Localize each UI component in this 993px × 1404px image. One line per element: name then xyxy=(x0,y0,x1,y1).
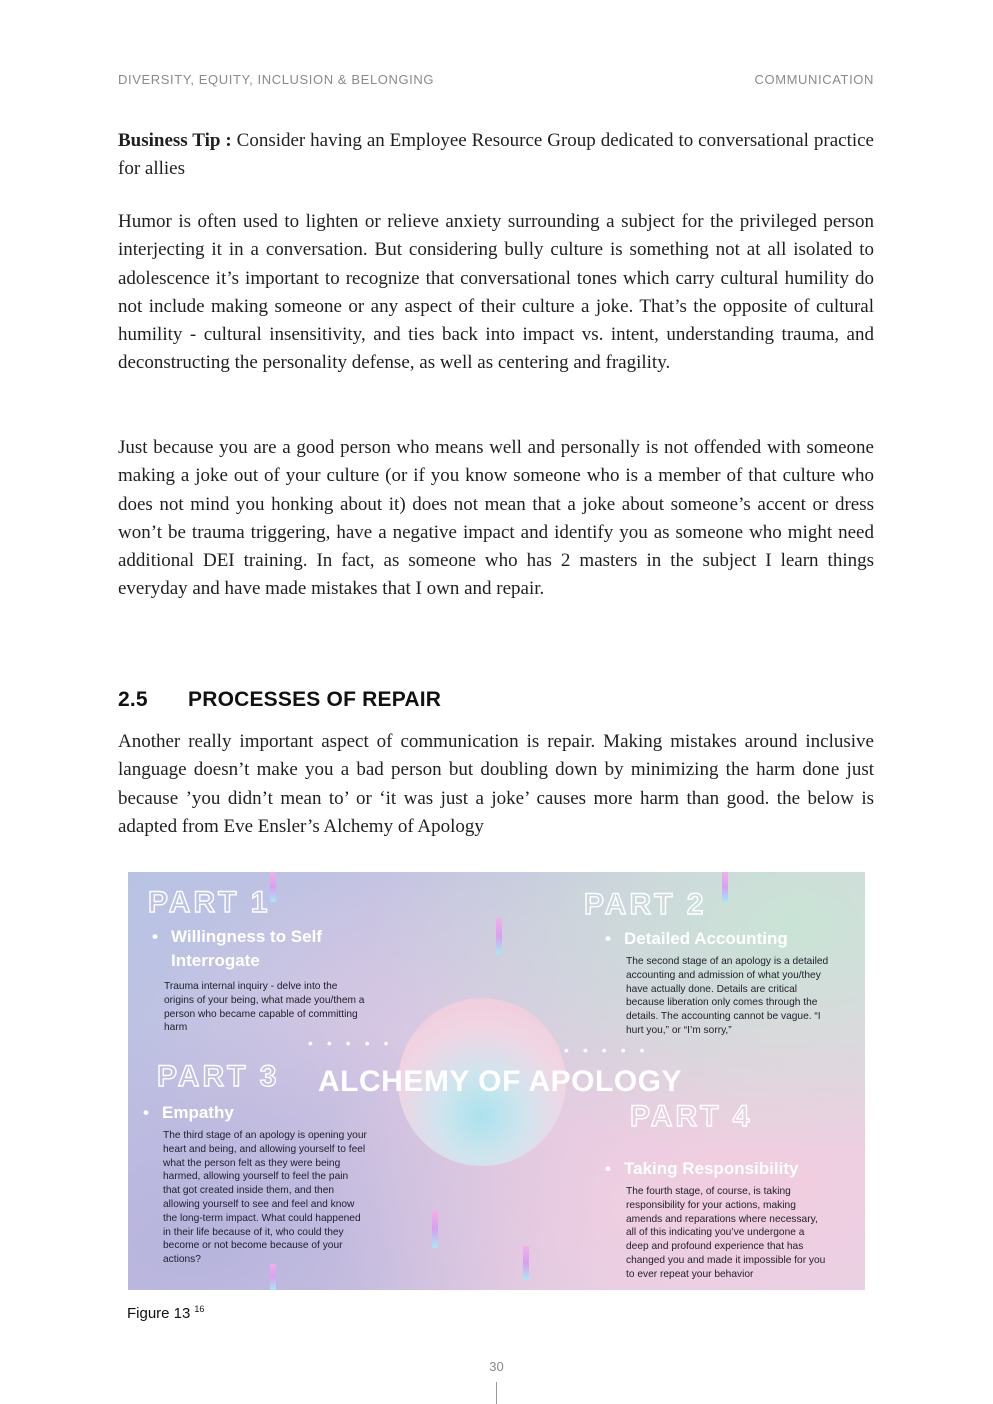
part-4-text: The fourth stage, of course, is taking responsibility for your actions, making amends and reparations where necessary, all of this indicating you’ve undergone a deep and profound experience that has changed you and made it impossible for you to ever repeat your behavior xyxy=(626,1186,826,1280)
section-number: 2.5 xyxy=(118,688,148,711)
running-header xyxy=(118,72,874,87)
decorative-bar xyxy=(722,872,728,902)
part-3-label: PART 3 xyxy=(157,1060,280,1093)
business-tip-paragraph xyxy=(118,127,874,184)
decorative-dots: ••••• xyxy=(308,1035,403,1051)
decorative-dots: ••••• xyxy=(564,1042,659,1058)
page-number-rule xyxy=(496,1382,497,1404)
business-tip-text: Consider having an Employee Resource Group dedicated to conversational practice for allies xyxy=(118,130,874,180)
part-2-label: PART 2 xyxy=(584,888,707,921)
part-1-text: Trauma internal inquiry - delve into the origins of your being, what made you/them a person who became capable of committing harm xyxy=(164,981,365,1034)
part-3-text: The third stage of an apology is opening your heart and being, and allowing yourself to feel what the person felt as they were being harmed, allowing yourself to feel the pain that got created inside them, and then allowing yourself to see and feel and know the long-term impact. What could happened in their life because of it, who could they become or not become because of your actions? xyxy=(163,1130,367,1266)
good-person-paragraph: Just because you are a good person who means well and personally is not offended with someone making a joke out of your culture (or if you know someone who is a member of that culture who does not mind you honking about it) does not mean that a joke about someone’s accent or dress won’t be trauma triggering, have a negative impact and identify you as someone who might need additional DEI training. In fact, as someone who has 2 masters in the subject I learn things everyday and have made mistakes that I own and repair. xyxy=(118,437,874,600)
part-3-heading: • Empathy xyxy=(143,1103,234,1122)
part-4-heading: • Taking Responsibility xyxy=(605,1159,799,1178)
part-2-heading: • Detailed Accounting xyxy=(605,929,788,948)
header-left: DIVERSITY, EQUITY, INCLUSION & BELONGING xyxy=(118,72,435,87)
business-tip-label: Business Tip : xyxy=(118,130,232,151)
header-right: COMMUNICATION xyxy=(754,72,874,87)
repair-paragraph: Another really important aspect of communication is repair. Making mistakes around inclusive language doesn’t make you a bad person but doubling down by minimizing the harm done just because ’you didn’t mean to’ or ‘it was just a joke’ causes more harm than good. the below is adapted from Eve Ensler’s Alchemy of Apology xyxy=(118,731,874,837)
figure-caption xyxy=(127,1304,204,1322)
part-2-text: The second stage of an apology is a detailed accounting and admission of what you/they have actually done. Details are critical because liberation only comes through the details. The accounting cannot be vague. “I hurt you,” or “I’m sorry,” xyxy=(626,956,829,1036)
decorative-bar xyxy=(432,1210,438,1248)
part-1-heading: • Willingness to Self Interrogate xyxy=(152,927,322,970)
decorative-bar xyxy=(523,1246,529,1280)
figure-title: ALCHEMY OF APOLOGY xyxy=(318,1065,683,1098)
alchemy-of-apology-figure xyxy=(128,872,865,1290)
decorative-bar xyxy=(270,1264,276,1290)
part-4-label: PART 4 xyxy=(630,1100,753,1133)
humor-paragraph: Humor is often used to lighten or relieve anxiety surrounding a subject for the privileged person interjecting it in a conversation. But considering bully culture is something not at all isolated to adolescence it’s important to recognize that conversational tones which carry cultural humility do not include making someone or any aspect of their culture a joke. That’s the opposite of cultural humility - cultural insensitivity, and ties back into impact vs. intent, understanding trauma, and deconstructing the personality defense, as well as centering and fragility. xyxy=(118,211,874,374)
part-1-label: PART 1 xyxy=(148,886,271,919)
footnote-ref[interactable]: 16 xyxy=(194,1304,205,1314)
page-number: 30 xyxy=(489,1359,504,1374)
caption-label: Figure 13 xyxy=(127,1305,191,1322)
decorative-bar xyxy=(496,918,502,954)
decorative-bar xyxy=(270,872,276,902)
section-title: PROCESSES OF REPAIR xyxy=(188,688,442,711)
section-heading xyxy=(118,688,441,712)
